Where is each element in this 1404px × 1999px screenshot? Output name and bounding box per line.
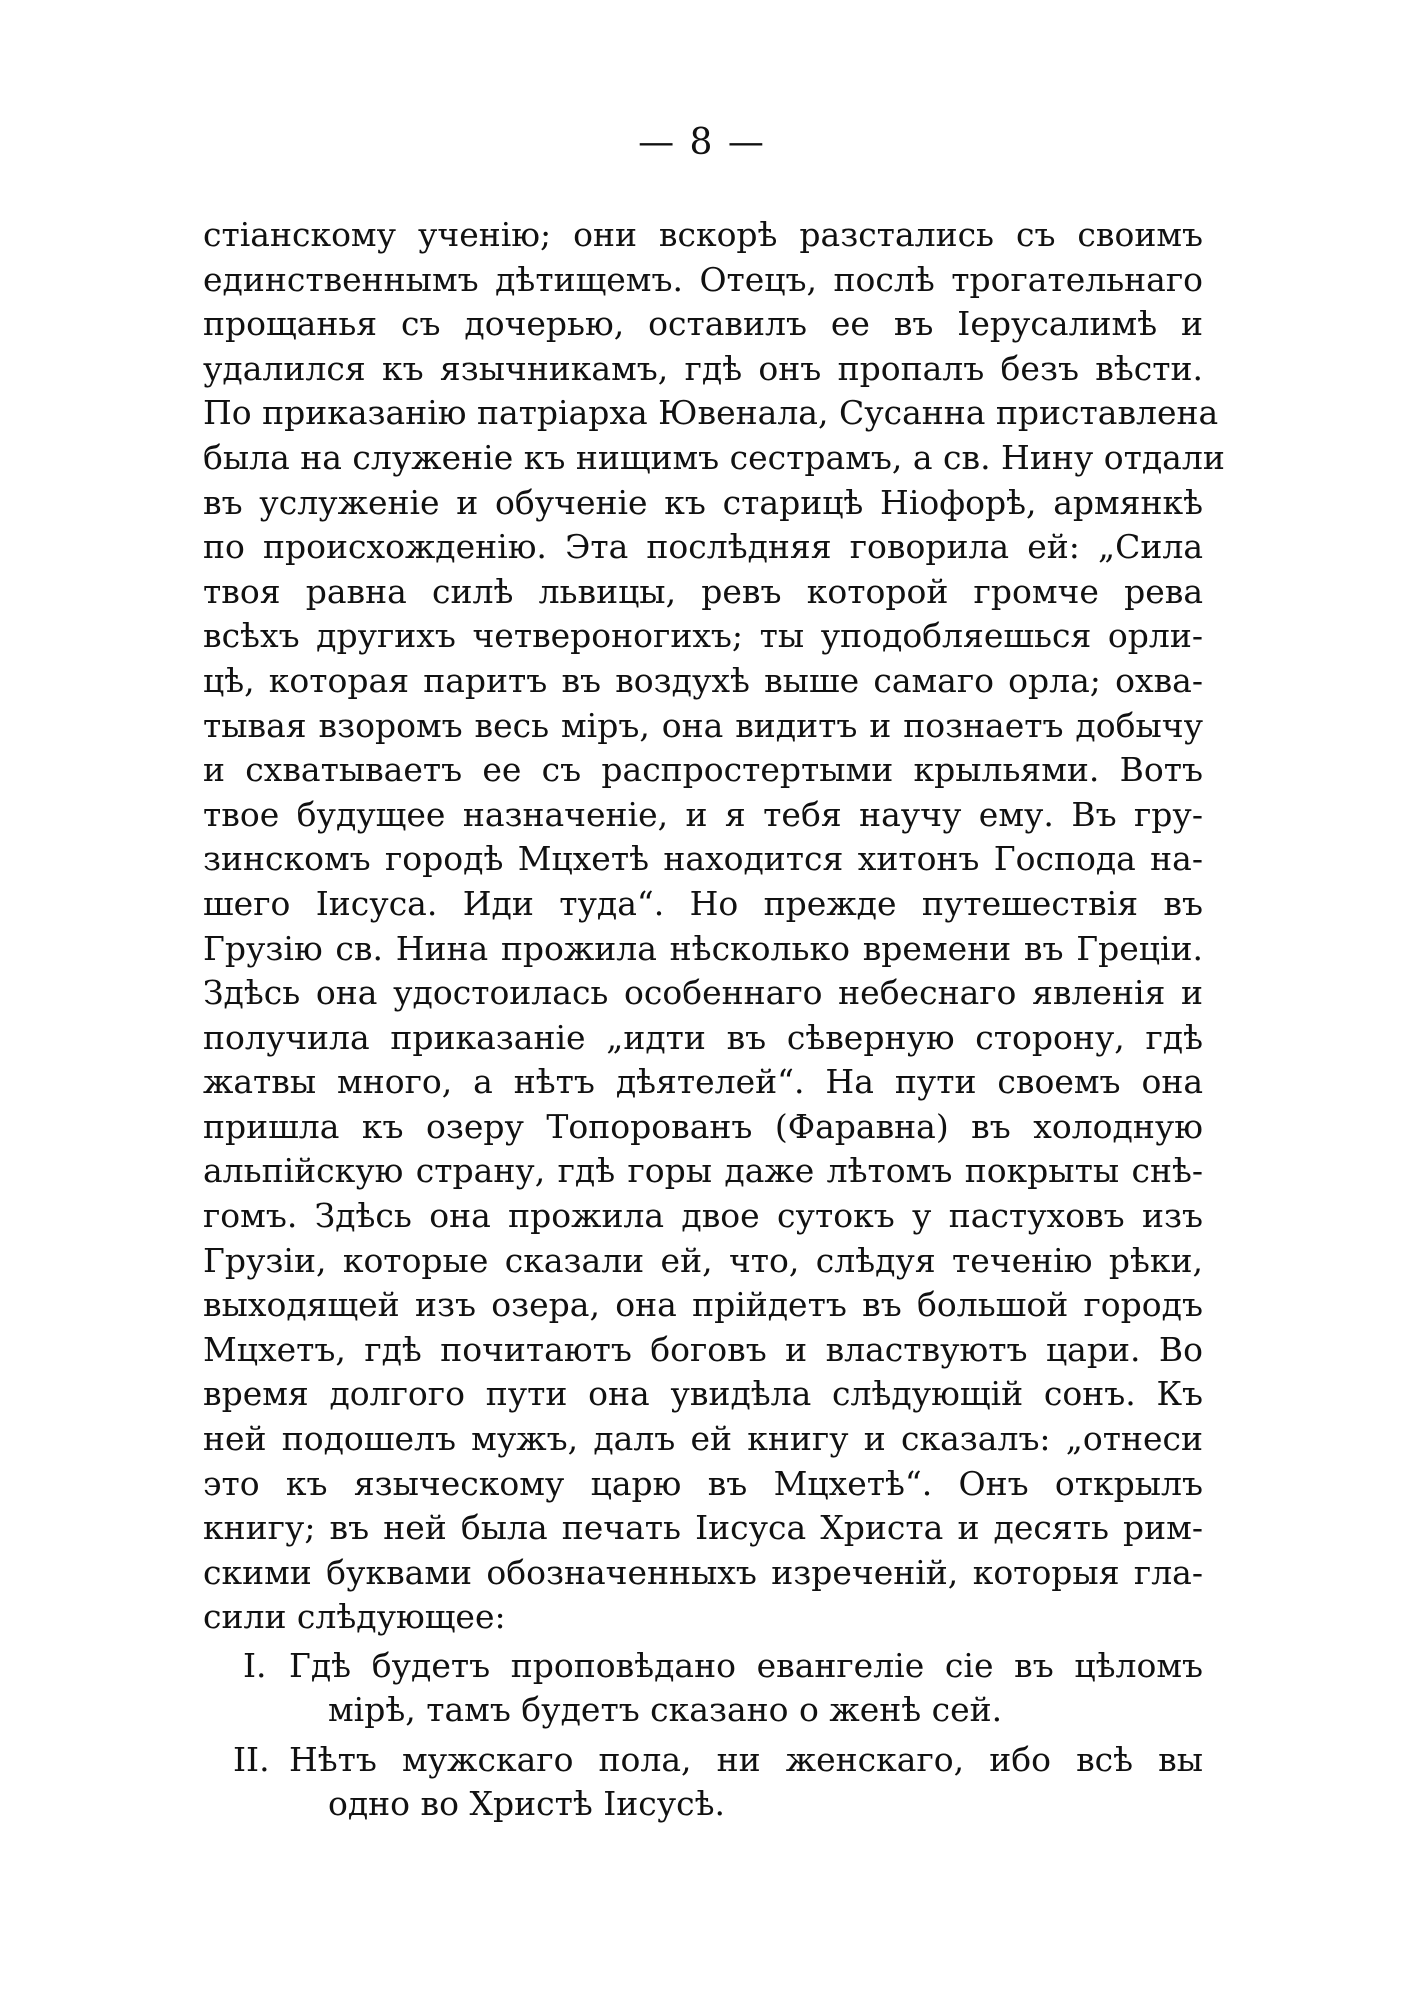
text-line: это къ языческому царю въ Мцхетѣ“. Онъ открылъ: [203, 1463, 1203, 1503]
list-item-text-continued: мірѣ, тамъ будетъ сказано о женѣ сей.: [328, 1690, 1003, 1729]
text-line: въ услуженіе и обученіе къ старицѣ Ніофорѣ, армянкѣ: [203, 482, 1203, 522]
text-line: По приказанію патріарха Ювенала, Сусанна приставлена: [203, 393, 1219, 433]
text-line: тывая взоромъ весь міръ, она видитъ и познаетъ добычу: [203, 705, 1203, 745]
text-line: альпійскую страну, гдѣ горы даже лѣтомъ покрыты снѣ-: [203, 1151, 1203, 1191]
text-line: шего Іисуса. Иди туда“. Но прежде путешествія въ: [203, 883, 1203, 923]
text-line: единственнымъ дѣтищемъ. Отецъ, послѣ трогательнаго: [203, 259, 1203, 299]
text-line: стіанскому ученію; они вскорѣ разстались съ своимъ: [203, 215, 1203, 254]
list-item: [203, 1644, 1203, 1730]
body-text: [203, 213, 1225, 1640]
text-line: по происхожденію. Эта послѣдняя говорила ей: „Сила: [203, 527, 1203, 567]
list-item-text: Нѣтъ мужскаго пола, ни женскаго, ибо всѣ вы: [289, 1740, 1203, 1779]
text-line: книгу; въ ней была печать Іисуса Христа и десять рим-: [203, 1508, 1203, 1548]
text-line: ней подошелъ мужъ, далъ ей книгу и сказалъ: „отнеси: [203, 1419, 1203, 1459]
text-line: выходящей изъ озера, она прійдетъ въ большой городъ: [203, 1285, 1203, 1325]
text-line: Грузіи, которые сказали ей, что, слѣдуя теченію рѣки,: [203, 1240, 1203, 1280]
text-line: Мцхетъ, гдѣ почитаютъ боговъ и властвуютъ цари. Во: [203, 1329, 1203, 1369]
text-line: и схватываетъ ее съ распростертыми крыльями. Вотъ: [203, 750, 1203, 790]
list-item-text-continued: одно во Христѣ Іисусѣ.: [328, 1784, 726, 1823]
text-line: время долгого пути она увидѣла слѣдующій сонъ. Къ: [203, 1374, 1203, 1414]
text-line: была на служеніе къ нищимъ сестрамъ, а св. Нину отдали: [203, 437, 1225, 477]
text-line: пришла къ озеру Топорованъ (Фаравна) въ холодную: [203, 1106, 1203, 1146]
text-line: жатвы много, а нѣтъ дѣятелей“. На пути своемъ она: [203, 1062, 1203, 1102]
text-line: удалился къ язычникамъ, гдѣ онъ пропалъ безъ вѣсти.: [203, 348, 1203, 388]
text-line: зинскомъ городѣ Мцхетѣ находится хитонъ Господа на-: [203, 839, 1203, 879]
text-line: твое будущее назначеніе, и я тебя научу ему. Въ гру-: [203, 794, 1203, 834]
list-item: [203, 1738, 1203, 1824]
text-line: всѣхъ другихъ четвероногихъ; ты уподобляешься орли-: [203, 616, 1203, 656]
text-line: Грузію св. Нина прожила нѣсколько времени въ Греціи.: [203, 928, 1203, 968]
list-item-number: II.: [233, 1740, 270, 1779]
list-item-number: I.: [243, 1646, 267, 1685]
text-line: Здѣсь она удостоилась особеннаго небеснаго явленія и: [203, 973, 1203, 1013]
text-line: прощанья съ дочерью, оставилъ ее въ Іерусалимѣ и: [203, 304, 1203, 344]
numbered-list: [203, 1644, 1203, 1832]
page-number: — 8 —: [638, 122, 766, 163]
text-line: цѣ, которая паритъ въ воздухѣ выше самаго орла; охва-: [203, 660, 1203, 700]
text-line: сили слѣдующее:: [203, 1597, 506, 1637]
text-line: скими буквами обозначенныхъ изреченій, которыя гла-: [203, 1552, 1203, 1592]
text-line: твоя равна силѣ львицы, ревъ которой громче рева: [203, 571, 1203, 611]
list-item-text: Гдѣ будетъ проповѣдано евангеліе сіе въ цѣломъ: [289, 1646, 1203, 1685]
text-line: получила приказаніе „идти въ сѣверную сторону, гдѣ: [203, 1017, 1203, 1057]
text-line: гомъ. Здѣсь она прожила двое сутокъ у пастуховъ изъ: [203, 1196, 1203, 1236]
